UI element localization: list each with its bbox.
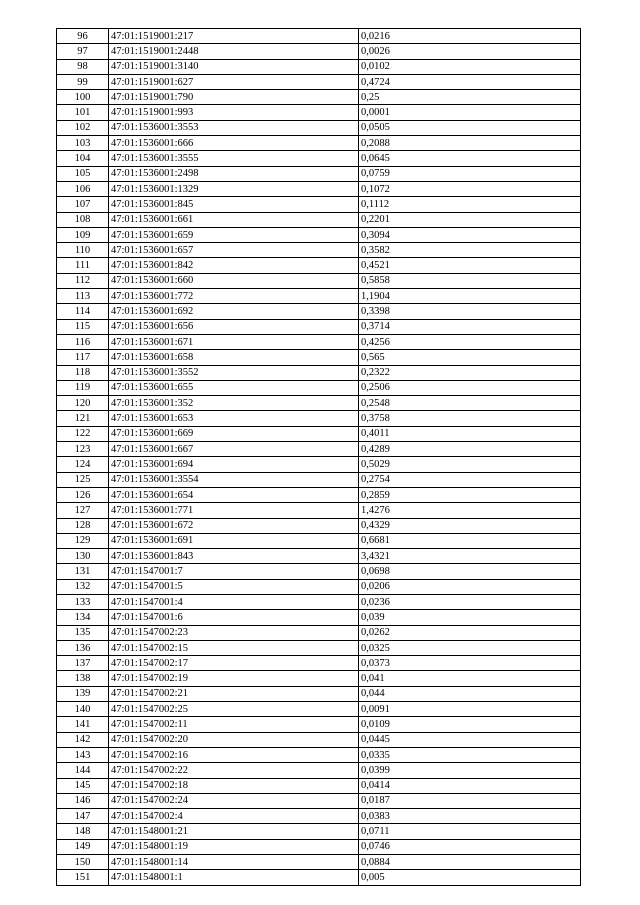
cadastral-number-cell: 47:01:1536001:352: [109, 396, 359, 411]
area-cell: 0,0236: [359, 594, 581, 609]
cadastral-number-cell: 47:01:1548001:14: [109, 855, 359, 870]
table-row: [57, 151, 581, 166]
area-cell: 0,0206: [359, 579, 581, 594]
cadastral-number-cell: 47:01:1536001:667: [109, 442, 359, 457]
cadastral-number-cell: 47:01:1548001:19: [109, 839, 359, 854]
area-cell: 0,0399: [359, 763, 581, 778]
row-number-cell: 136: [57, 640, 109, 655]
table-row: [57, 212, 581, 227]
cadastral-number-cell: 47:01:1547002:22: [109, 763, 359, 778]
cadastral-number-cell: 47:01:1547002:11: [109, 717, 359, 732]
row-number-cell: 110: [57, 243, 109, 258]
table-row: [57, 227, 581, 242]
parcel-table: [56, 28, 581, 886]
area-cell: 0,0091: [359, 702, 581, 717]
area-cell: 0,2088: [359, 136, 581, 151]
cadastral-number-cell: 47:01:1547001:5: [109, 579, 359, 594]
table-row: [57, 396, 581, 411]
row-number-cell: 111: [57, 258, 109, 273]
area-cell: 0,4521: [359, 258, 581, 273]
row-number-cell: 107: [57, 197, 109, 212]
row-number-cell: 99: [57, 74, 109, 89]
area-cell: 0,5029: [359, 457, 581, 472]
table-row: [57, 380, 581, 395]
area-cell: 0,1072: [359, 181, 581, 196]
row-number-cell: 150: [57, 855, 109, 870]
row-number-cell: 115: [57, 319, 109, 334]
cadastral-number-cell: 47:01:1536001:771: [109, 503, 359, 518]
table-row: [57, 59, 581, 74]
area-cell: 0,4329: [359, 518, 581, 533]
row-number-cell: 138: [57, 671, 109, 686]
cadastral-number-cell: 47:01:1536001:657: [109, 243, 359, 258]
row-number-cell: 144: [57, 763, 109, 778]
row-number-cell: 141: [57, 717, 109, 732]
area-cell: 0,041: [359, 671, 581, 686]
cadastral-number-cell: 47:01:1519001:217: [109, 29, 359, 44]
table-row: [57, 289, 581, 304]
cadastral-number-cell: 47:01:1536001:1329: [109, 181, 359, 196]
table-row: [57, 778, 581, 793]
cadastral-number-cell: 47:01:1547002:15: [109, 640, 359, 655]
area-cell: 0,0698: [359, 564, 581, 579]
table-row: [57, 732, 581, 747]
parcel-table-body: [57, 29, 581, 886]
area-cell: 0,0711: [359, 824, 581, 839]
cadastral-number-cell: 47:01:1536001:3554: [109, 472, 359, 487]
cadastral-number-cell: 47:01:1547001:7: [109, 564, 359, 579]
cadastral-number-cell: 47:01:1536001:654: [109, 487, 359, 502]
area-cell: 0,0414: [359, 778, 581, 793]
table-row: [57, 197, 581, 212]
table-row: [57, 90, 581, 105]
cadastral-number-cell: 47:01:1519001:3140: [109, 59, 359, 74]
cadastral-number-cell: 47:01:1536001:672: [109, 518, 359, 533]
cadastral-number-cell: 47:01:1547002:25: [109, 702, 359, 717]
area-cell: 0,0187: [359, 793, 581, 808]
cadastral-number-cell: 47:01:1536001:843: [109, 549, 359, 564]
area-cell: 0,0445: [359, 732, 581, 747]
table-row: [57, 839, 581, 854]
row-number-cell: 100: [57, 90, 109, 105]
row-number-cell: 146: [57, 793, 109, 808]
cadastral-number-cell: 47:01:1536001:658: [109, 350, 359, 365]
row-number-cell: 127: [57, 503, 109, 518]
table-row: [57, 411, 581, 426]
table-row: [57, 426, 581, 441]
area-cell: 0,2322: [359, 365, 581, 380]
area-cell: 0,3094: [359, 227, 581, 242]
row-number-cell: 124: [57, 457, 109, 472]
row-number-cell: 97: [57, 44, 109, 59]
cadastral-number-cell: 47:01:1536001:666: [109, 136, 359, 151]
table-row: [57, 29, 581, 44]
table-row: [57, 304, 581, 319]
cadastral-number-cell: 47:01:1547002:4: [109, 809, 359, 824]
cadastral-number-cell: 47:01:1536001:842: [109, 258, 359, 273]
row-number-cell: 148: [57, 824, 109, 839]
table-row: [57, 747, 581, 762]
table-row: [57, 533, 581, 548]
row-number-cell: 145: [57, 778, 109, 793]
area-cell: 0,0102: [359, 59, 581, 74]
row-number-cell: 149: [57, 839, 109, 854]
cadastral-number-cell: 47:01:1547002:18: [109, 778, 359, 793]
area-cell: 0,0216: [359, 29, 581, 44]
cadastral-number-cell: 47:01:1547002:19: [109, 671, 359, 686]
area-cell: 0,6681: [359, 533, 581, 548]
table-row: [57, 640, 581, 655]
row-number-cell: 123: [57, 442, 109, 457]
cadastral-number-cell: 47:01:1536001:3555: [109, 151, 359, 166]
cadastral-number-cell: 47:01:1547001:6: [109, 610, 359, 625]
row-number-cell: 108: [57, 212, 109, 227]
cadastral-number-cell: 47:01:1519001:2448: [109, 44, 359, 59]
row-number-cell: 120: [57, 396, 109, 411]
table-row: [57, 457, 581, 472]
table-row: [57, 120, 581, 135]
row-number-cell: 96: [57, 29, 109, 44]
row-number-cell: 137: [57, 656, 109, 671]
table-row: [57, 334, 581, 349]
area-cell: 0,3714: [359, 319, 581, 334]
cadastral-number-cell: 47:01:1536001:692: [109, 304, 359, 319]
cadastral-number-cell: 47:01:1548001:1: [109, 870, 359, 885]
row-number-cell: 112: [57, 273, 109, 288]
row-number-cell: 104: [57, 151, 109, 166]
cadastral-number-cell: 47:01:1536001:653: [109, 411, 359, 426]
cadastral-number-cell: 47:01:1547002:23: [109, 625, 359, 640]
cadastral-number-cell: 47:01:1547002:16: [109, 747, 359, 762]
cadastral-number-cell: 47:01:1519001:993: [109, 105, 359, 120]
row-number-cell: 102: [57, 120, 109, 135]
area-cell: 1,1904: [359, 289, 581, 304]
row-number-cell: 135: [57, 625, 109, 640]
area-cell: 0,2548: [359, 396, 581, 411]
table-row: [57, 594, 581, 609]
row-number-cell: 122: [57, 426, 109, 441]
cadastral-number-cell: 47:01:1536001:772: [109, 289, 359, 304]
area-cell: 0,2201: [359, 212, 581, 227]
row-number-cell: 133: [57, 594, 109, 609]
area-cell: 0,3398: [359, 304, 581, 319]
cadastral-number-cell: 47:01:1536001:669: [109, 426, 359, 441]
row-number-cell: 139: [57, 686, 109, 701]
table-row: [57, 166, 581, 181]
table-row: [57, 686, 581, 701]
row-number-cell: 129: [57, 533, 109, 548]
table-row: [57, 564, 581, 579]
table-row: [57, 273, 581, 288]
cadastral-number-cell: 47:01:1536001:694: [109, 457, 359, 472]
cadastral-number-cell: 47:01:1519001:790: [109, 90, 359, 105]
cadastral-number-cell: 47:01:1536001:671: [109, 334, 359, 349]
cadastral-number-cell: 47:01:1547002:20: [109, 732, 359, 747]
area-cell: 0,0262: [359, 625, 581, 640]
row-number-cell: 134: [57, 610, 109, 625]
cadastral-number-cell: 47:01:1547002:21: [109, 686, 359, 701]
area-cell: 0,005: [359, 870, 581, 885]
table-row: [57, 625, 581, 640]
row-number-cell: 114: [57, 304, 109, 319]
cadastral-number-cell: 47:01:1519001:627: [109, 74, 359, 89]
cadastral-number-cell: 47:01:1547002:24: [109, 793, 359, 808]
cadastral-number-cell: 47:01:1536001:691: [109, 533, 359, 548]
area-cell: 0,044: [359, 686, 581, 701]
table-row: [57, 579, 581, 594]
row-number-cell: 103: [57, 136, 109, 151]
row-number-cell: 125: [57, 472, 109, 487]
row-number-cell: 109: [57, 227, 109, 242]
row-number-cell: 140: [57, 702, 109, 717]
row-number-cell: 119: [57, 380, 109, 395]
table-row: [57, 656, 581, 671]
row-number-cell: 118: [57, 365, 109, 380]
area-cell: 0,2754: [359, 472, 581, 487]
area-cell: 0,3582: [359, 243, 581, 258]
cadastral-number-cell: 47:01:1536001:3553: [109, 120, 359, 135]
area-cell: 0,0383: [359, 809, 581, 824]
cadastral-number-cell: 47:01:1536001:656: [109, 319, 359, 334]
cadastral-number-cell: 47:01:1536001:659: [109, 227, 359, 242]
area-cell: 0,1112: [359, 197, 581, 212]
cadastral-number-cell: 47:01:1536001:661: [109, 212, 359, 227]
table-row: [57, 442, 581, 457]
table-row: [57, 181, 581, 196]
table-row: [57, 136, 581, 151]
row-number-cell: 106: [57, 181, 109, 196]
area-cell: 0,4289: [359, 442, 581, 457]
row-number-cell: 113: [57, 289, 109, 304]
row-number-cell: 130: [57, 549, 109, 564]
table-row: [57, 809, 581, 824]
area-cell: 0,039: [359, 610, 581, 625]
area-cell: 0,0759: [359, 166, 581, 181]
area-cell: 0,2859: [359, 487, 581, 502]
area-cell: 0,0001: [359, 105, 581, 120]
table-row: [57, 549, 581, 564]
table-row: [57, 763, 581, 778]
area-cell: 0,0109: [359, 717, 581, 732]
table-row: [57, 518, 581, 533]
area-cell: 0,25: [359, 90, 581, 105]
cadastral-number-cell: 47:01:1547002:17: [109, 656, 359, 671]
cadastral-number-cell: 47:01:1536001:845: [109, 197, 359, 212]
area-cell: 0,4256: [359, 334, 581, 349]
area-cell: 0,2506: [359, 380, 581, 395]
area-cell: 0,3758: [359, 411, 581, 426]
table-row: [57, 350, 581, 365]
table-row: [57, 671, 581, 686]
table-row: [57, 793, 581, 808]
cadastral-number-cell: 47:01:1548001:21: [109, 824, 359, 839]
table-row: [57, 702, 581, 717]
table-row: [57, 472, 581, 487]
table-row: [57, 365, 581, 380]
area-cell: 0,4724: [359, 74, 581, 89]
area-cell: 0,0884: [359, 855, 581, 870]
area-cell: 0,0505: [359, 120, 581, 135]
cadastral-number-cell: 47:01:1536001:655: [109, 380, 359, 395]
table-row: [57, 870, 581, 885]
area-cell: 0,0335: [359, 747, 581, 762]
area-cell: 1,4276: [359, 503, 581, 518]
row-number-cell: 116: [57, 334, 109, 349]
table-row: [57, 824, 581, 839]
cadastral-number-cell: 47:01:1536001:3552: [109, 365, 359, 380]
cadastral-number-cell: 47:01:1536001:660: [109, 273, 359, 288]
row-number-cell: 105: [57, 166, 109, 181]
area-cell: 0,0746: [359, 839, 581, 854]
area-cell: 0,565: [359, 350, 581, 365]
table-row: [57, 855, 581, 870]
row-number-cell: 121: [57, 411, 109, 426]
row-number-cell: 128: [57, 518, 109, 533]
row-number-cell: 126: [57, 487, 109, 502]
area-cell: 0,4011: [359, 426, 581, 441]
area-cell: 0,0325: [359, 640, 581, 655]
area-cell: 0,0373: [359, 656, 581, 671]
area-cell: 0,0026: [359, 44, 581, 59]
row-number-cell: 142: [57, 732, 109, 747]
table-row: [57, 319, 581, 334]
table-row: [57, 717, 581, 732]
row-number-cell: 98: [57, 59, 109, 74]
table-row: [57, 503, 581, 518]
row-number-cell: 143: [57, 747, 109, 762]
table-row: [57, 74, 581, 89]
row-number-cell: 147: [57, 809, 109, 824]
row-number-cell: 151: [57, 870, 109, 885]
area-cell: 0,0645: [359, 151, 581, 166]
row-number-cell: 117: [57, 350, 109, 365]
cadastral-number-cell: 47:01:1547001:4: [109, 594, 359, 609]
cadastral-number-cell: 47:01:1536001:2498: [109, 166, 359, 181]
table-row: [57, 258, 581, 273]
row-number-cell: 131: [57, 564, 109, 579]
area-cell: 0,5858: [359, 273, 581, 288]
table-row: [57, 44, 581, 59]
row-number-cell: 101: [57, 105, 109, 120]
table-row: [57, 243, 581, 258]
row-number-cell: 132: [57, 579, 109, 594]
table-row: [57, 487, 581, 502]
area-cell: 3,4321: [359, 549, 581, 564]
table-row: [57, 610, 581, 625]
table-row: [57, 105, 581, 120]
